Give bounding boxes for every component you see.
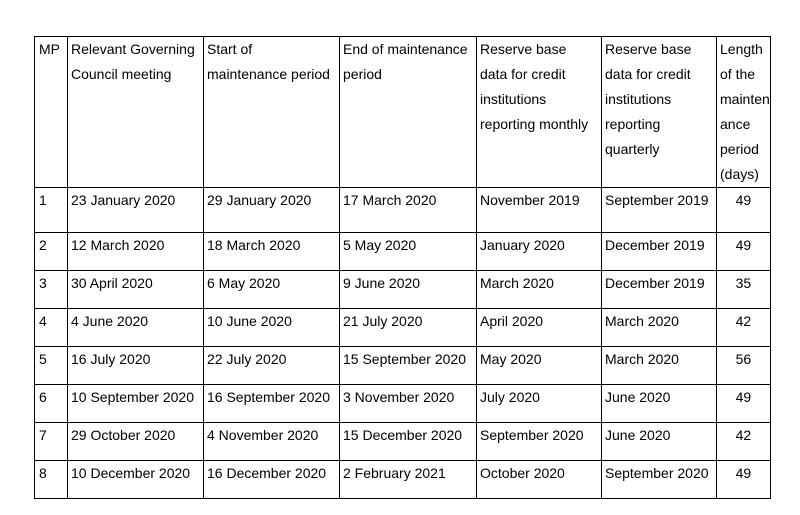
cell-reserve-base-monthly: May 2020	[477, 347, 602, 385]
cell-end-of-period: 21 July 2020	[340, 309, 477, 347]
cell-governing-council-meeting: 12 March 2020	[68, 233, 204, 271]
cell-reserve-base-quarterly: March 2020	[602, 347, 717, 385]
cell-start-of-period: 16 September 2020	[204, 385, 340, 423]
cell-reserve-base-monthly: July 2020	[477, 385, 602, 423]
cell-end-of-period: 15 December 2020	[340, 423, 477, 461]
cell-length-days: 42	[717, 423, 771, 461]
header-mp: MP	[35, 37, 68, 188]
cell-mp: 3	[35, 271, 68, 309]
cell-mp: 8	[35, 461, 68, 499]
cell-length-days: 49	[717, 188, 771, 233]
cell-length-days: 49	[717, 461, 771, 499]
cell-reserve-base-quarterly: December 2019	[602, 271, 717, 309]
table-row	[35, 233, 771, 271]
cell-reserve-base-monthly: October 2020	[477, 461, 602, 499]
cell-end-of-period: 5 May 2020	[340, 233, 477, 271]
cell-start-of-period: 18 March 2020	[204, 233, 340, 271]
cell-reserve-base-monthly: April 2020	[477, 309, 602, 347]
cell-end-of-period: 17 March 2020	[340, 188, 477, 233]
cell-length-days: 42	[717, 309, 771, 347]
cell-reserve-base-monthly: March 2020	[477, 271, 602, 309]
table-row	[35, 423, 771, 461]
cell-start-of-period: 6 May 2020	[204, 271, 340, 309]
cell-governing-council-meeting: 10 September 2020	[68, 385, 204, 423]
header-start-of-period: Start of maintenance period	[204, 37, 340, 188]
cell-length-days: 49	[717, 385, 771, 423]
cell-end-of-period: 2 February 2021	[340, 461, 477, 499]
cell-governing-council-meeting: 23 January 2020	[68, 188, 204, 233]
table-row	[35, 461, 771, 499]
cell-reserve-base-quarterly: September 2020	[602, 461, 717, 499]
table-row	[35, 309, 771, 347]
cell-reserve-base-quarterly: December 2019	[602, 233, 717, 271]
cell-reserve-base-monthly: January 2020	[477, 233, 602, 271]
cell-reserve-base-quarterly: June 2020	[602, 423, 717, 461]
header-length-days: Length of the mainten ance period (days)	[717, 37, 771, 188]
cell-start-of-period: 22 July 2020	[204, 347, 340, 385]
cell-start-of-period: 29 January 2020	[204, 188, 340, 233]
header-reserve-base-monthly: Reserve base data for credit institutions reporting monthly	[477, 37, 602, 188]
cell-reserve-base-monthly: September 2020	[477, 423, 602, 461]
header-reserve-base-quarterly: Reserve base data for credit institutions reporting quarterly	[602, 37, 717, 188]
cell-length-days: 49	[717, 233, 771, 271]
cell-mp: 2	[35, 233, 68, 271]
cell-reserve-base-monthly: November 2019	[477, 188, 602, 233]
cell-reserve-base-quarterly: March 2020	[602, 309, 717, 347]
table-row	[35, 385, 771, 423]
cell-mp: 1	[35, 188, 68, 233]
cell-mp: 7	[35, 423, 68, 461]
header-end-of-period: End of maintenance period	[340, 37, 477, 188]
cell-governing-council-meeting: 29 October 2020	[68, 423, 204, 461]
cell-governing-council-meeting: 4 June 2020	[68, 309, 204, 347]
cell-mp: 6	[35, 385, 68, 423]
cell-governing-council-meeting: 30 April 2020	[68, 271, 204, 309]
cell-mp: 5	[35, 347, 68, 385]
table-header-row	[35, 37, 771, 188]
cell-reserve-base-quarterly: September 2019	[602, 188, 717, 233]
table-row	[35, 188, 771, 233]
cell-length-days: 56	[717, 347, 771, 385]
cell-start-of-period: 4 November 2020	[204, 423, 340, 461]
cell-length-days: 35	[717, 271, 771, 309]
cell-end-of-period: 3 November 2020	[340, 385, 477, 423]
cell-governing-council-meeting: 10 December 2020	[68, 461, 204, 499]
cell-reserve-base-quarterly: June 2020	[602, 385, 717, 423]
cell-end-of-period: 9 June 2020	[340, 271, 477, 309]
maintenance-periods-table	[34, 36, 771, 499]
cell-start-of-period: 10 June 2020	[204, 309, 340, 347]
cell-end-of-period: 15 September 2020	[340, 347, 477, 385]
cell-mp: 4	[35, 309, 68, 347]
header-governing-council-meeting: Relevant Governing Council meeting	[68, 37, 204, 188]
table-row	[35, 347, 771, 385]
table-row	[35, 271, 771, 309]
cell-governing-council-meeting: 16 July 2020	[68, 347, 204, 385]
cell-start-of-period: 16 December 2020	[204, 461, 340, 499]
